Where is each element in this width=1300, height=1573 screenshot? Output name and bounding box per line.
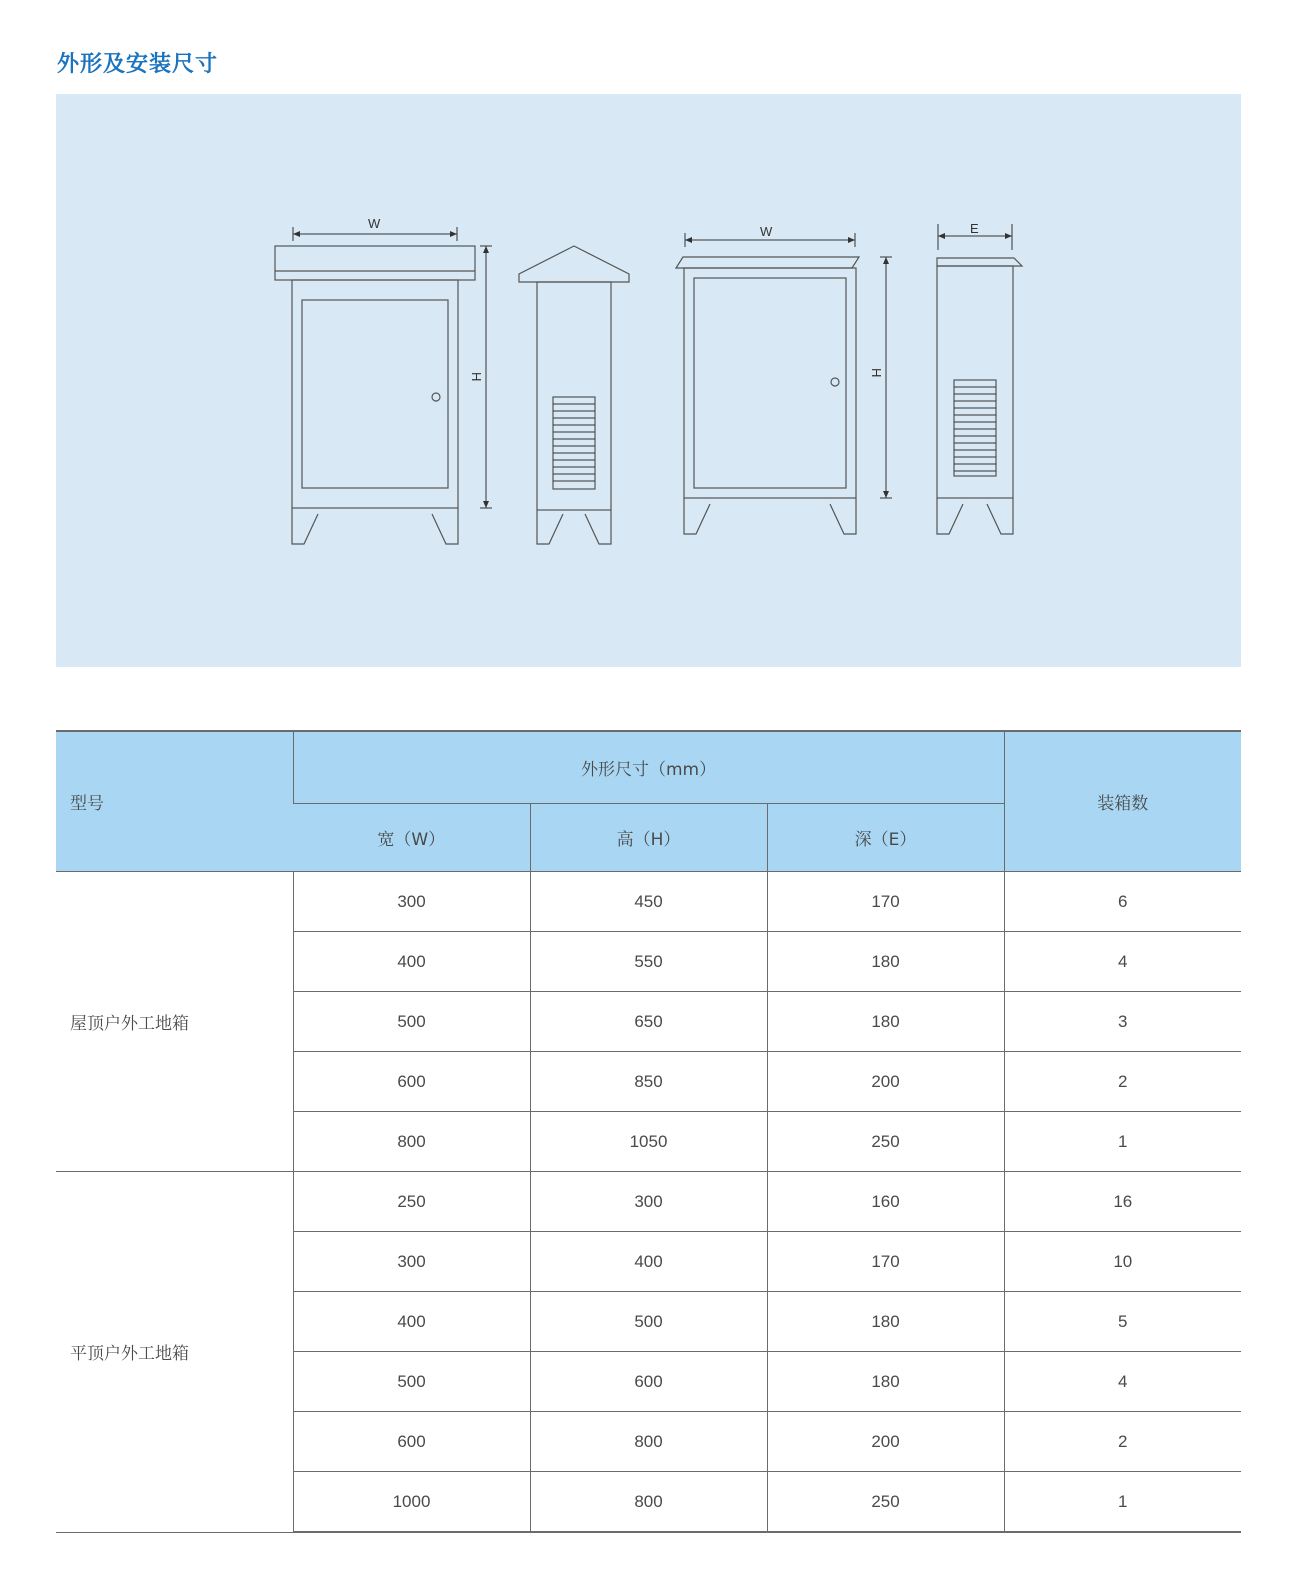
width-cell: 500 bbox=[293, 1352, 530, 1412]
depth-cell: 250 bbox=[767, 1472, 1004, 1533]
height-cell: 400 bbox=[530, 1232, 767, 1292]
depth-cell: 170 bbox=[767, 872, 1004, 932]
height-cell: 800 bbox=[530, 1472, 767, 1533]
width-label-2: W bbox=[760, 224, 773, 239]
cabinet-front-flat-top bbox=[275, 227, 492, 544]
model-cell: 屋顶户外工地箱 bbox=[56, 872, 293, 1172]
width-cell: 500 bbox=[293, 992, 530, 1052]
width-cell: 800 bbox=[293, 1112, 530, 1172]
depth-cell: 160 bbox=[767, 1172, 1004, 1232]
depth-cell: 250 bbox=[767, 1112, 1004, 1172]
height-cell: 850 bbox=[530, 1052, 767, 1112]
dimensions-table bbox=[56, 730, 1241, 1533]
height-cell: 1050 bbox=[530, 1112, 767, 1172]
table-row bbox=[56, 1172, 1241, 1232]
quantity-cell: 1 bbox=[1004, 1112, 1241, 1172]
quantity-cell: 3 bbox=[1004, 992, 1241, 1052]
height-cell: 650 bbox=[530, 992, 767, 1052]
page-title: 外形及安装尺寸 bbox=[57, 52, 219, 77]
quantity-cell: 2 bbox=[1004, 1412, 1241, 1472]
width-cell: 250 bbox=[293, 1172, 530, 1232]
depth-cell: 180 bbox=[767, 1352, 1004, 1412]
cabinet-side-roof-top bbox=[519, 246, 629, 544]
depth-cell: 180 bbox=[767, 1292, 1004, 1352]
depth-cell: 180 bbox=[767, 992, 1004, 1052]
width-cell: 600 bbox=[293, 1052, 530, 1112]
cabinet-front-overhang-top bbox=[676, 233, 892, 534]
height-label-1: H bbox=[469, 372, 484, 382]
width-cell: 1000 bbox=[293, 1472, 530, 1533]
quantity-cell: 4 bbox=[1004, 1352, 1241, 1412]
height-cell: 300 bbox=[530, 1172, 767, 1232]
header-dimensions: 外形尺寸（mm） bbox=[293, 731, 1004, 804]
height-cell: 800 bbox=[530, 1412, 767, 1472]
depth-cell: 170 bbox=[767, 1232, 1004, 1292]
quantity-cell: 10 bbox=[1004, 1232, 1241, 1292]
quantity-cell: 2 bbox=[1004, 1052, 1241, 1112]
dimension-drawing-panel bbox=[56, 94, 1241, 667]
header-quantity: 装箱数 bbox=[1004, 731, 1241, 872]
quantity-cell: 5 bbox=[1004, 1292, 1241, 1352]
table-row bbox=[56, 872, 1241, 932]
depth-cell: 200 bbox=[767, 1412, 1004, 1472]
width-cell: 300 bbox=[293, 1232, 530, 1292]
quantity-cell: 16 bbox=[1004, 1172, 1241, 1232]
height-cell: 500 bbox=[530, 1292, 767, 1352]
header-depth: 深（E） bbox=[767, 804, 1004, 872]
depth-cell: 200 bbox=[767, 1052, 1004, 1112]
cabinet-side-overhang-top bbox=[937, 224, 1022, 534]
header-height: 高（H） bbox=[530, 804, 767, 872]
quantity-cell: 4 bbox=[1004, 932, 1241, 992]
quantity-cell: 1 bbox=[1004, 1472, 1241, 1533]
header-model: 型号 bbox=[56, 731, 293, 872]
width-cell: 400 bbox=[293, 932, 530, 992]
cabinet-drawings bbox=[56, 94, 1241, 667]
height-cell: 600 bbox=[530, 1352, 767, 1412]
depth-cell: 180 bbox=[767, 932, 1004, 992]
width-cell: 400 bbox=[293, 1292, 530, 1352]
width-label-1: W bbox=[368, 216, 381, 231]
depth-label: E bbox=[970, 221, 979, 236]
model-cell: 平顶户外工地箱 bbox=[56, 1172, 293, 1533]
width-cell: 300 bbox=[293, 872, 530, 932]
height-cell: 550 bbox=[530, 932, 767, 992]
header-width: 宽（W） bbox=[293, 804, 530, 872]
height-cell: 450 bbox=[530, 872, 767, 932]
quantity-cell: 6 bbox=[1004, 872, 1241, 932]
height-label-2: H bbox=[869, 368, 884, 378]
width-cell: 600 bbox=[293, 1412, 530, 1472]
